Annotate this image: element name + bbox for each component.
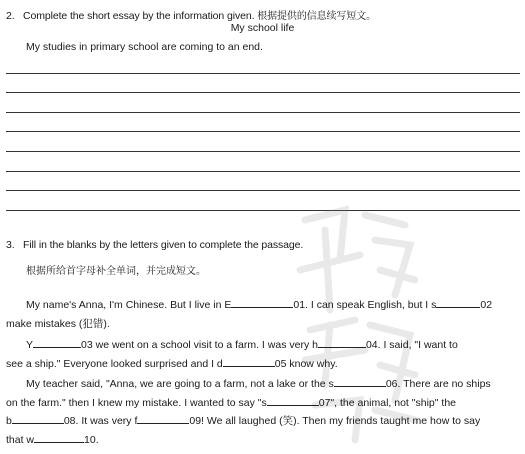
answer-blank-04[interactable] bbox=[318, 337, 366, 348]
answer-blank-08[interactable] bbox=[12, 413, 64, 424]
answer-blank-05[interactable] bbox=[223, 356, 275, 367]
q2-instruction: Complete the short essay by the information given. bbox=[23, 10, 255, 22]
passage-line: on the farm." then I knew my mistake. I wanted to say "s 07", the animal, not "ship" the bbox=[6, 396, 456, 409]
q2-instruction-cn: 根据提供的信息续写短文。 bbox=[257, 11, 377, 22]
passage-line: see a ship." Everyone looked surprised and I d 05 know why. bbox=[6, 357, 338, 370]
passage-line: Y 03 we went on a school visit to a farm. I was very h 04. I said, "I want to bbox=[26, 339, 458, 351]
q2-heading bbox=[6, 7, 376, 22]
answer-blank-01[interactable] bbox=[231, 297, 293, 308]
answer-blank-03[interactable] bbox=[33, 337, 81, 348]
writing-line[interactable] bbox=[6, 73, 520, 74]
writing-line[interactable] bbox=[6, 171, 520, 172]
answer-blank-02[interactable] bbox=[436, 297, 480, 308]
passage-line: My teacher said, "Anna, we are going to a farm, not a lake or the s 06. There are no ships bbox=[26, 378, 491, 390]
q3-instruction: Fill in the blanks by the letters given to complete the passage. bbox=[23, 239, 304, 251]
answer-blank-10[interactable] bbox=[34, 432, 84, 443]
q3-instruction-cn: 根据所给首字母补全单词，并完成短文。 bbox=[26, 266, 206, 277]
writing-line[interactable] bbox=[6, 92, 520, 93]
writing-line[interactable] bbox=[6, 190, 520, 191]
passage-line: that w 10. bbox=[6, 433, 99, 446]
writing-line[interactable] bbox=[6, 131, 520, 132]
passage-line: make mistakes (犯错). bbox=[6, 317, 110, 330]
passage-line: My name's Anna, I'm Chinese. But I live in E 01. I can speak English, but I s 02 bbox=[26, 299, 493, 311]
q3-heading bbox=[6, 239, 303, 251]
writing-line[interactable] bbox=[6, 112, 520, 113]
writing-line[interactable] bbox=[6, 151, 520, 152]
q3-number: 3. bbox=[6, 239, 15, 251]
answer-blank-07[interactable] bbox=[267, 395, 319, 406]
writing-line[interactable] bbox=[6, 210, 520, 211]
essay-opening-line: My studies in primary school are coming to an end. bbox=[26, 41, 263, 53]
answer-blank-06[interactable] bbox=[334, 376, 386, 387]
q2-number: 2. bbox=[6, 10, 15, 22]
passage-line: b 08. It was very f 09! We all laughed (笑). Then my friends taught me how to say bbox=[6, 415, 481, 427]
essay-title: My school life bbox=[230, 22, 295, 34]
answer-blank-09[interactable] bbox=[137, 413, 189, 424]
